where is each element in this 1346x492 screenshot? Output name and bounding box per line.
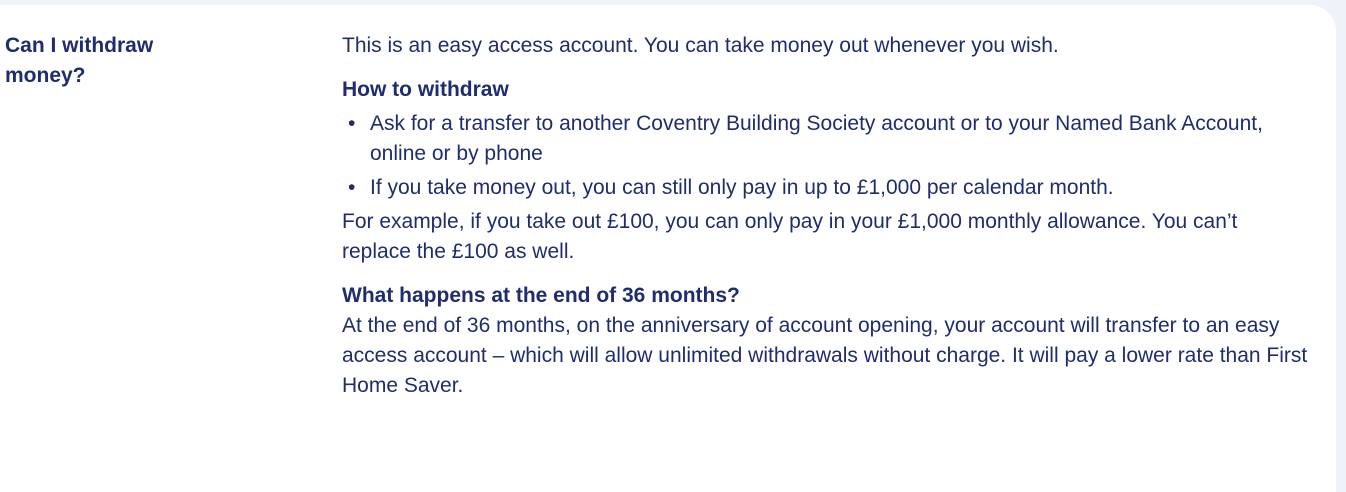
list-item-text: If you take money out, you can still only pay in up to £1,000 per calendar month. — [370, 176, 1114, 199]
list-item — [342, 173, 1312, 203]
faq-card — [0, 5, 1336, 492]
question-heading: Can I withdraw money? — [5, 34, 154, 87]
answer-content — [342, 31, 1312, 401]
bullet-icon: • — [348, 112, 356, 135]
list-item — [342, 109, 1312, 169]
bullet-icon: • — [348, 176, 356, 199]
end-of-term-heading: What happens at the end of 36 months? — [342, 284, 740, 307]
end-of-term-text: At the end of 36 months, on the anniversary of account opening, your account will transfer to an easy access account – which will allow unlimited withdrawals without charge. It will pay a lower rate than First Home Saver. — [342, 314, 1308, 397]
how-to-withdraw-heading: How to withdraw — [342, 78, 509, 101]
list-item-text: Ask for a transfer to another Coventry Building Society account or to your Named Bank Account, online or by phone — [370, 112, 1263, 165]
answer-intro: This is an easy access account. You can take money out whenever you wish. — [342, 34, 1059, 57]
withdraw-example: For example, if you take out £100, you can only pay in your £1,000 monthly allowance. You can’t replace the £100 as well. — [342, 210, 1238, 263]
withdraw-bullet-list — [342, 109, 1312, 203]
